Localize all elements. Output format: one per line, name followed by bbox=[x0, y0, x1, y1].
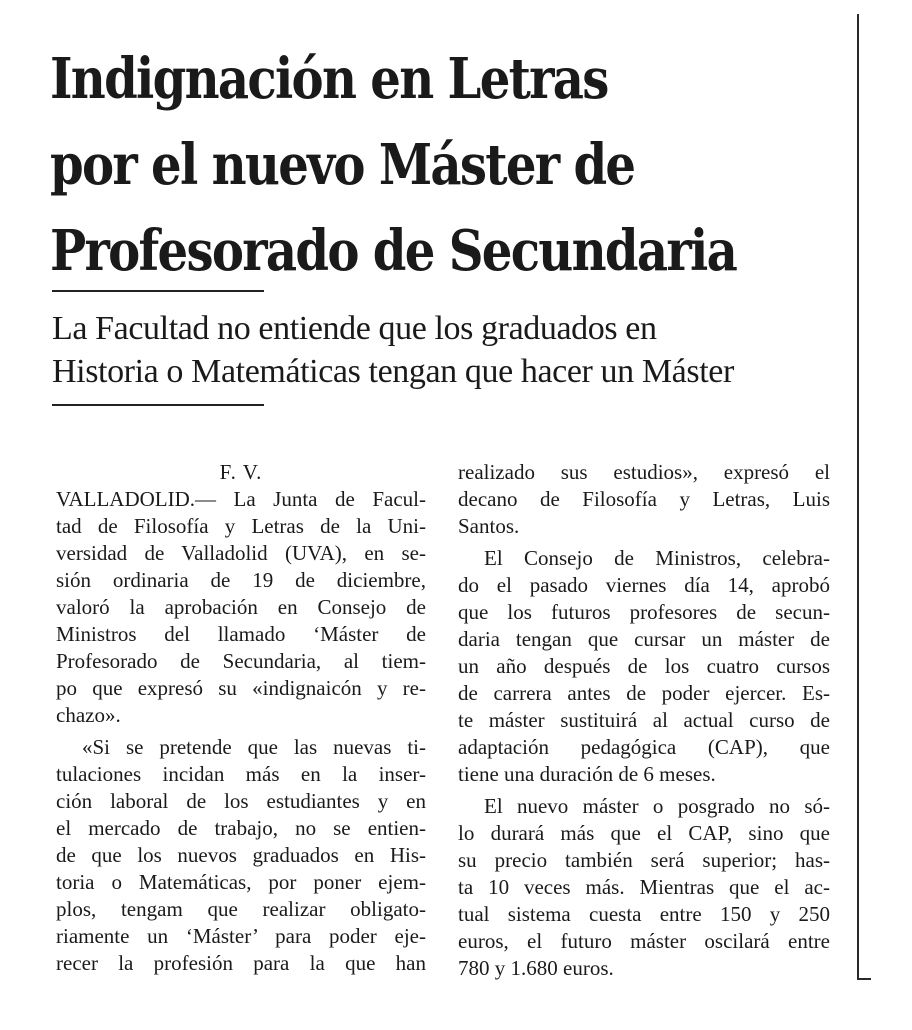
headline-line: Indignación en Letras bbox=[50, 46, 608, 112]
body-line: ta 10 veces más. Mientras que el ac- bbox=[458, 875, 830, 899]
body-line: de que los nuevos graduados en His- bbox=[56, 843, 426, 867]
body-line: plos, tengam que realizar obligato- bbox=[56, 897, 426, 921]
body-line: sión ordinaria de 19 de diciembre, bbox=[56, 568, 426, 592]
subtitle-rule-bottom bbox=[52, 404, 264, 406]
body-line: El Consejo de Ministros, celebra- bbox=[484, 546, 830, 570]
body-line: El nuevo máster o posgrado no só- bbox=[484, 794, 830, 818]
body-line: «Si se pretende que las nuevas ti- bbox=[82, 735, 426, 759]
body-line: 780 y 1.680 euros. bbox=[458, 956, 614, 980]
body-line: Ministros del llamado ‘Máster de bbox=[56, 622, 426, 646]
byline: F. V. bbox=[219, 460, 263, 484]
subtitle-rule-top bbox=[52, 290, 264, 292]
body-line: un año después de los cuatro cursos bbox=[458, 654, 830, 678]
body-line: chazo». bbox=[56, 703, 121, 727]
body-line: euros, el futuro máster oscilará entre bbox=[458, 929, 830, 953]
body-line: adaptación pedagógica (CAP), que bbox=[458, 735, 830, 759]
body-line: tad de Filosofía y Letras de la Uni- bbox=[56, 514, 426, 538]
body-line: daria tengan que cursar un máster de bbox=[458, 627, 830, 651]
body-line: el mercado de trabajo, no se entien- bbox=[56, 816, 426, 840]
body-line: valoró la aprobación en Consejo de bbox=[56, 595, 426, 619]
body-line: tiene una duración de 6 meses. bbox=[458, 762, 716, 786]
body-line: do el pasado viernes día 14, aprobó bbox=[458, 573, 830, 597]
body-line: decano de Filosofía y Letras, Luis bbox=[458, 487, 830, 511]
body-line: tulaciones incidan más en la inser- bbox=[56, 762, 426, 786]
body-line: Santos. bbox=[458, 514, 520, 538]
headline-line: por el nuevo Máster de bbox=[50, 132, 635, 198]
subtitle bbox=[52, 307, 852, 393]
body-line: VALLADOLID.— La Junta de Facul- bbox=[56, 487, 426, 511]
body-line: de carrera antes de poder ejercer. Es- bbox=[458, 681, 830, 705]
body-line: tual sistema cuesta entre 150 y 250 bbox=[458, 902, 830, 926]
subtitle-line: La Facultad no entiende que los graduados en bbox=[52, 310, 657, 347]
body-line: lo durará más que el CAP, sino que bbox=[458, 821, 830, 845]
body-line: su precio también será superior; has- bbox=[458, 848, 830, 872]
body-line: Profesorado de Secundaria, al tiem- bbox=[56, 649, 426, 673]
body-line: toria o Matemáticas, por poner ejem- bbox=[56, 870, 426, 894]
body-line: riamente un ‘Máster’ para poder eje- bbox=[56, 924, 426, 948]
body-line: realizado sus estudios», expresó el bbox=[458, 460, 830, 484]
headline bbox=[50, 36, 738, 294]
body-line: po que expresó su «indignaicón y re- bbox=[56, 676, 426, 700]
body-line: versidad de Valladolid (UVA), en se- bbox=[56, 541, 426, 565]
headline-line: Profesorado de Secundaria bbox=[50, 218, 737, 284]
body-line: ción laboral de los estudiantes y en bbox=[56, 789, 426, 813]
body-column-2 bbox=[458, 459, 830, 982]
body-line: te máster sustituirá al actual curso de bbox=[458, 708, 830, 732]
body-line: que los futuros profesores de secun- bbox=[458, 600, 830, 624]
body-column-1 bbox=[56, 459, 426, 977]
subtitle-line: Historia o Matemáticas tengan que hacer un Máster bbox=[52, 353, 734, 390]
column-rule-foot bbox=[857, 978, 871, 980]
column-right-rule bbox=[857, 14, 859, 980]
body-line: recer la profesión para la que han bbox=[56, 951, 426, 975]
